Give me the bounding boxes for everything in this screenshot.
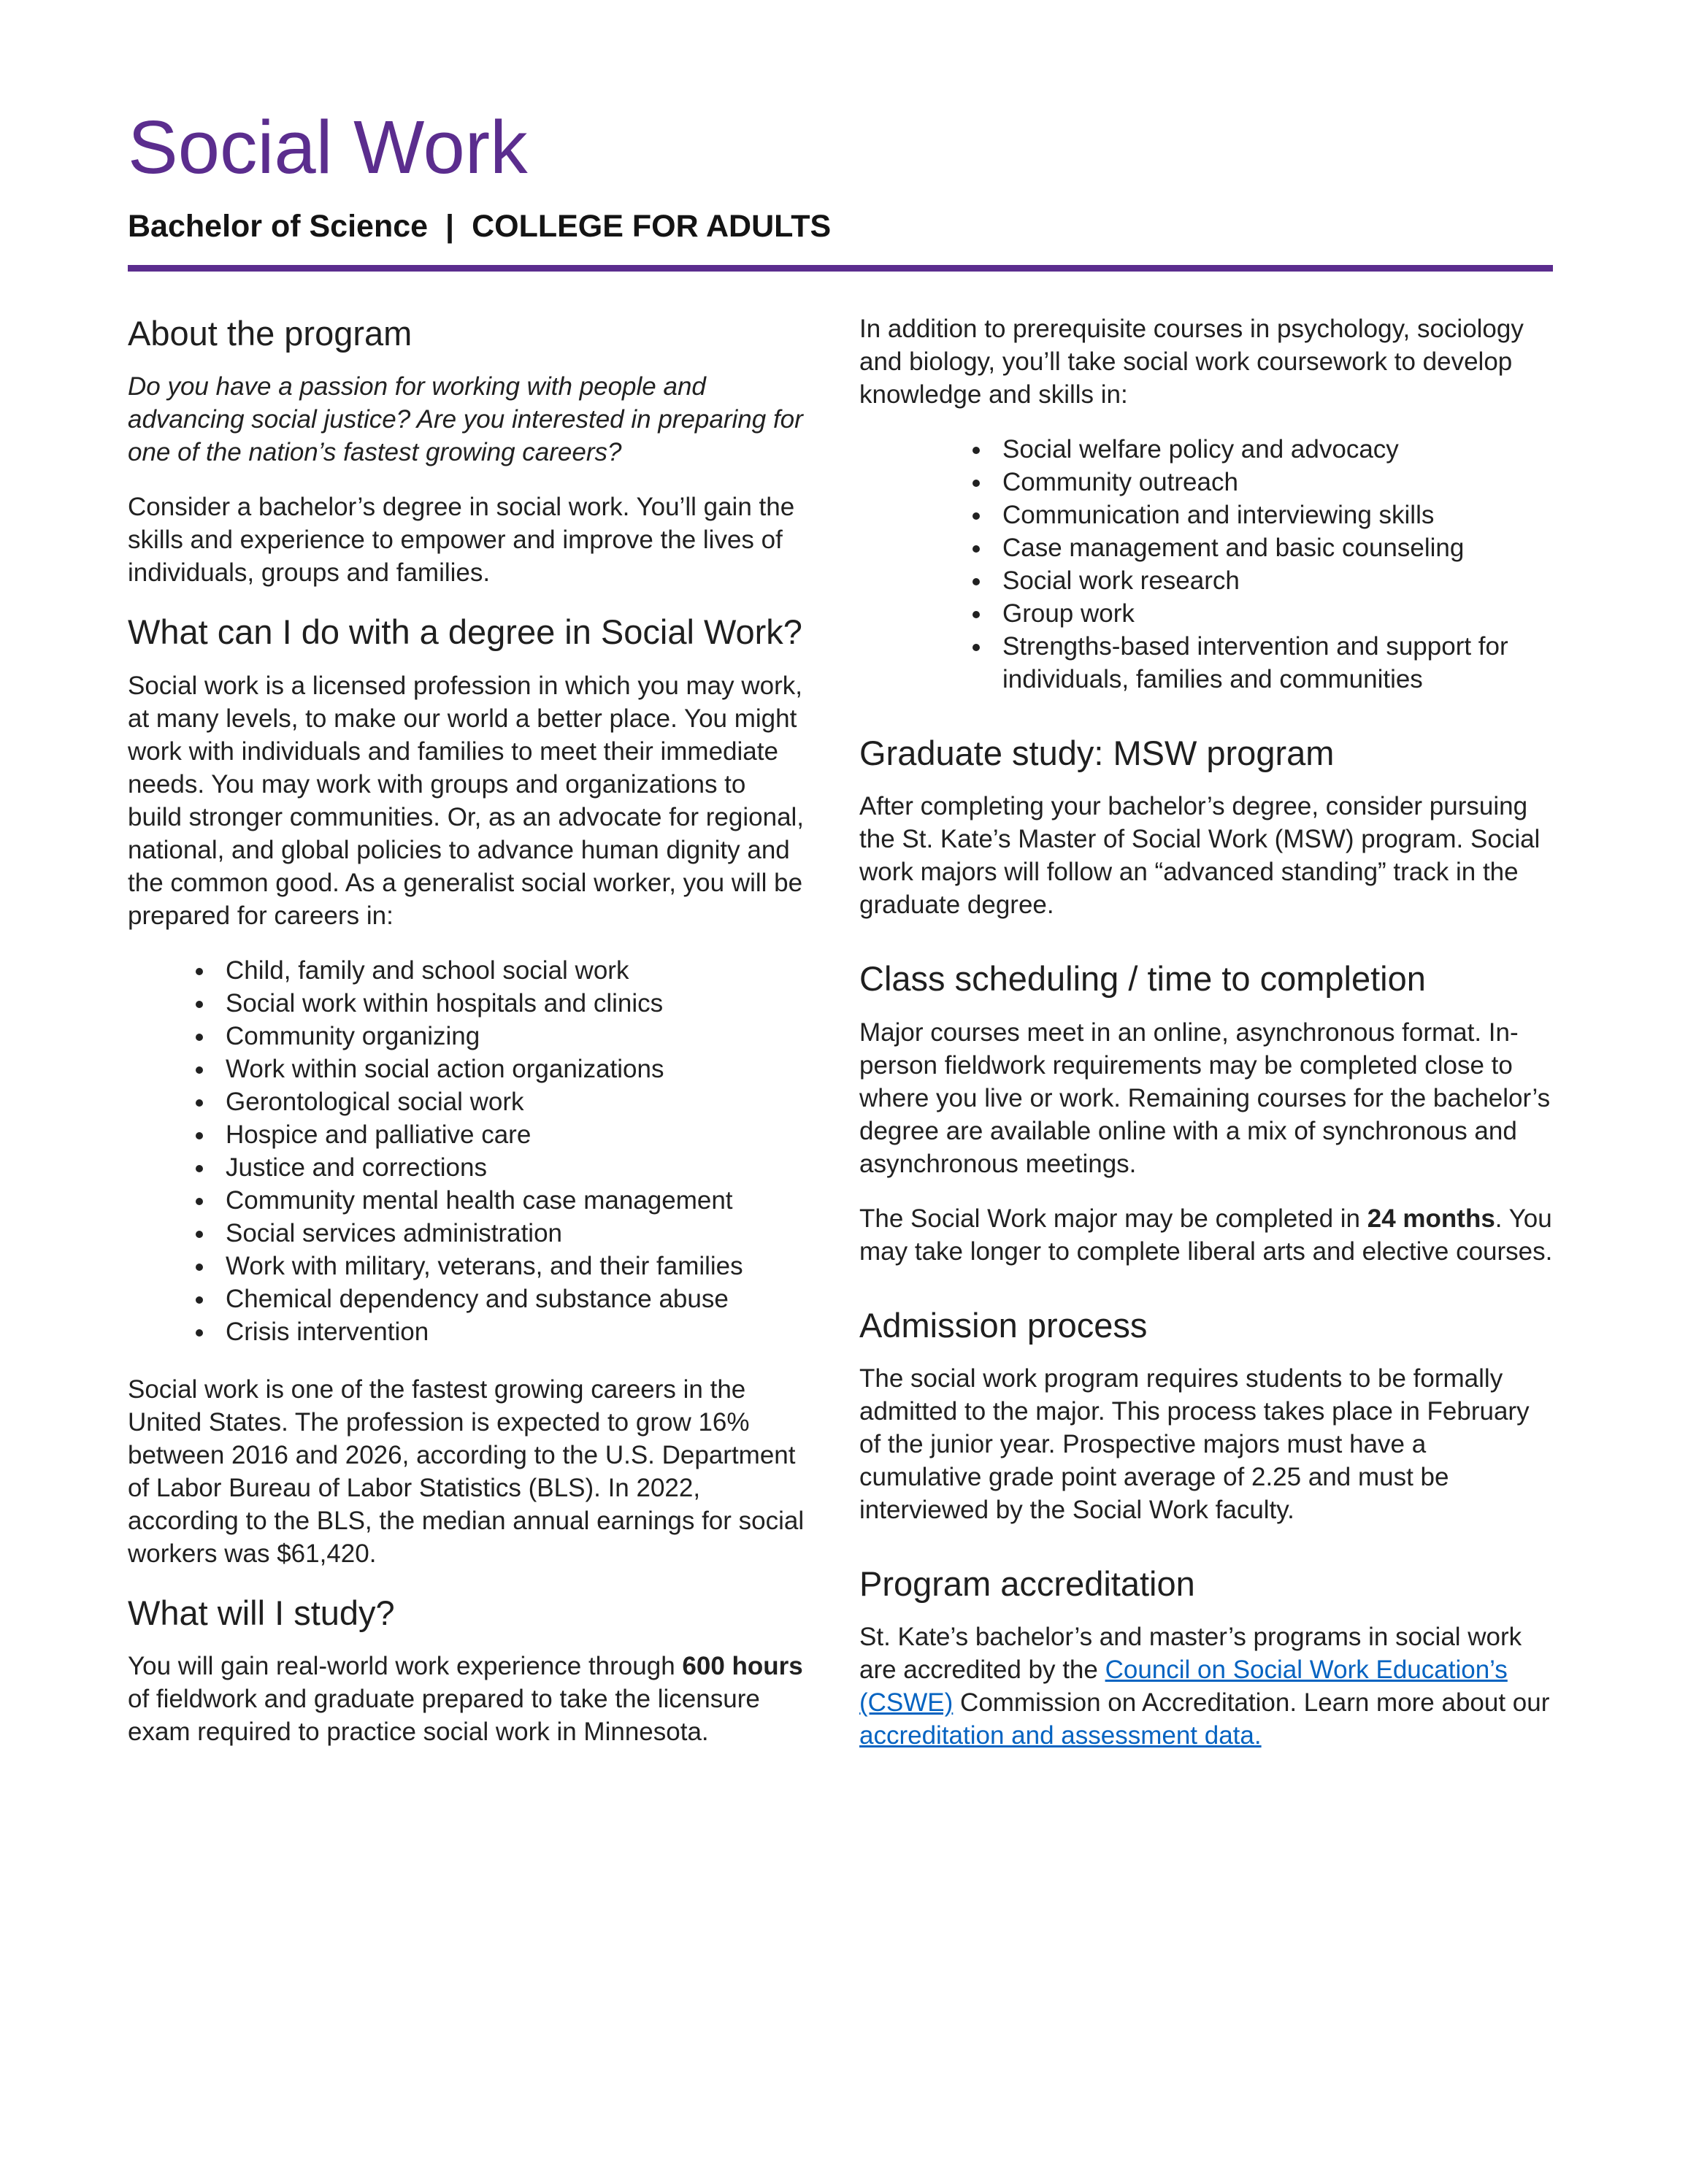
study-text-start: You will gain real-world work experience through xyxy=(128,1652,683,1681)
right-column xyxy=(859,312,1553,1774)
two-column-layout xyxy=(128,312,1553,1774)
coursework-intro-paragraph: In addition to prerequisite courses in psychology, sociology and biology, you’ll take social work coursework to develop knowledge and skills in: xyxy=(859,315,1524,410)
admission-paragraph: The social work program requires students to be formally admitted to the major. This process takes place in February of the junior year. Prospective majors must have a cumulative grade point average of 2.25 and must be interviewed by the Social Work faculty. xyxy=(859,1364,1530,1525)
study-hours-bold: 600 hours xyxy=(682,1652,803,1681)
accreditation-paragraph xyxy=(859,1620,1553,1752)
accreditation-text-start: St. Kate’s bachelor’s and master’s programs in social work are accredited by the xyxy=(859,1623,1522,1685)
subtitle xyxy=(128,209,1553,245)
heading-study: What will I study? xyxy=(128,1593,395,1632)
heading-degree-careers: What can I do with a degree in Social Work? xyxy=(128,612,802,652)
completion-text-start: The Social Work major may be completed in xyxy=(859,1204,1367,1233)
list-item: • Social services administration xyxy=(215,1217,807,1250)
cswe-link[interactable]: Council on Social Work Education’s (CSWE) xyxy=(859,1656,1508,1718)
list-item: • Work within social action organizations xyxy=(215,1053,807,1085)
list-item: • Social work research xyxy=(992,564,1553,597)
list-item: • Case management and basic counseling xyxy=(992,531,1553,564)
list-item: • Community organizing xyxy=(215,1020,807,1053)
section-about xyxy=(128,312,807,589)
completion-months-bold: 24 months xyxy=(1367,1204,1495,1233)
study-paragraph xyxy=(128,1650,807,1748)
list-item: • Chemical dependency and substance abuse xyxy=(215,1283,807,1315)
list-item: • Child, family and school social work xyxy=(215,954,807,987)
separator: | xyxy=(445,209,455,245)
careers-list xyxy=(128,954,807,1348)
list-item: • Justice and corrections xyxy=(215,1151,807,1184)
section-admission xyxy=(859,1304,1553,1526)
skills-list xyxy=(859,433,1553,696)
document-header xyxy=(128,105,1553,272)
accreditation-data-link[interactable]: accreditation and assessment data. xyxy=(859,1721,1262,1750)
list-item: • Work with military, veterans, and their families xyxy=(215,1250,807,1283)
degree-label: Bachelor of Science xyxy=(128,209,429,245)
heading-admission: Admission process xyxy=(859,1305,1148,1345)
about-intro-paragraph: Do you have a passion for working with people and advancing social justice? Are you interested in preparing for one of the nation’s fastest growing careers? xyxy=(128,372,803,467)
study-text-end: of fieldwork and graduate prepared to take the licensure exam required to practice social work in Minnesota. xyxy=(128,1685,760,1747)
section-scheduling xyxy=(859,958,1553,1267)
list-item: • Gerontological social work xyxy=(215,1085,807,1118)
completion-text-end: . You may take longer to complete liberal arts and elective courses. xyxy=(859,1204,1553,1266)
list-item: • Social work within hospitals and clinics xyxy=(215,987,807,1020)
heading-scheduling: Class scheduling / time to completion xyxy=(859,959,1426,999)
careers-paragraph: Social work is a licensed profession in which you may work, at many levels, to make our world a better place. You might work with individuals and families to meet their immediate needs. You may work with groups and organizations to build stronger communities. Or, as an advocate for regional, national, and global policies to advance human dignity and the common good. As a generalist social worker, you will be prepared for careers in: xyxy=(128,671,805,930)
page-title: Social Work xyxy=(128,105,528,189)
heading-msw: Graduate study: MSW program xyxy=(859,734,1335,773)
growth-paragraph: Social work is one of the fastest growing careers in the United States. The profession is expected to grow 16% between 2016 and 2026, according to the U.S. Department of Labor Bureau of Labor Statistics (BLS). In 2022, according to the BLS, the median annual earnings for social workers was $61,420. xyxy=(128,1374,805,1568)
section-degree-careers xyxy=(128,611,807,1569)
scheduling-paragraph: Major courses meet in an online, asynchronous format. In-person fieldwork requirements may be completed close to where you live or work. Remaining courses for the bachelor’s degree are available online with a mix of synchronous and asynchronous meetings. xyxy=(859,1018,1551,1178)
heading-accreditation: Program accreditation xyxy=(859,1564,1195,1604)
list-item: • Community outreach xyxy=(992,466,1553,499)
section-study xyxy=(128,1592,807,1748)
section-msw xyxy=(859,732,1553,921)
divider-rule xyxy=(128,265,1553,272)
msw-paragraph: After completing your bachelor’s degree, consider pursuing the St. Kate’s Master of Social Work (MSW) program. Social work majors will follow an “advanced standing” track in the graduate degree. xyxy=(859,792,1541,920)
college-label: COLLEGE FOR ADULTS xyxy=(472,209,832,245)
accreditation-text-middle: Commission on Accreditation. Learn more about our xyxy=(953,1688,1550,1718)
section-accreditation xyxy=(859,1563,1553,1752)
left-column xyxy=(128,312,807,1774)
list-item: • Strengths-based intervention and support for individuals, families and communities xyxy=(992,630,1553,696)
heading-about: About the program xyxy=(128,314,413,353)
about-paragraph: Consider a bachelor’s degree in social work. You’ll gain the skills and experience to empower and improve the lives of individuals, groups and families. xyxy=(128,493,795,588)
list-item: • Community mental health case management xyxy=(215,1184,807,1217)
list-item: • Social welfare policy and advocacy xyxy=(992,433,1553,466)
list-item: • Crisis intervention xyxy=(215,1315,807,1348)
section-coursework xyxy=(859,312,1553,696)
list-item: • Group work xyxy=(992,597,1553,630)
completion-paragraph xyxy=(859,1202,1553,1268)
list-item: • Communication and interviewing skills xyxy=(992,499,1553,531)
list-item: • Hospice and palliative care xyxy=(215,1118,807,1151)
